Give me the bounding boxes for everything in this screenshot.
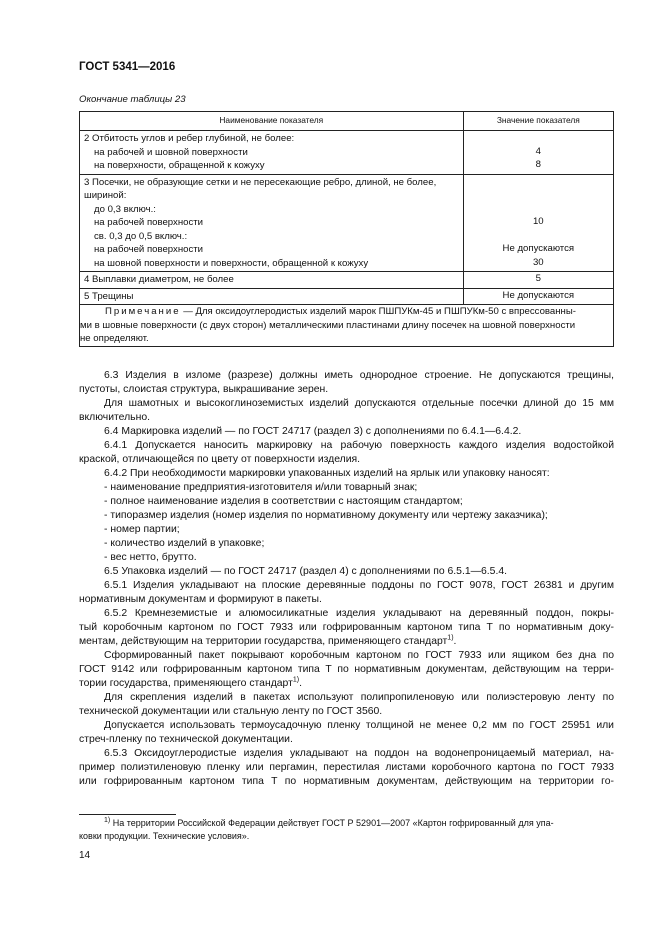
paragraph-line: пустоты, слоистая структура, выкрашивание зерен. (79, 384, 329, 395)
table-header-row (80, 112, 614, 131)
value-text: Не допускаются (502, 243, 575, 254)
indicator-cell (80, 174, 464, 272)
footnote-text: ковки продукции. Технические условия». (79, 831, 250, 841)
paragraph-line: 6.4.2 При необходимости маркировки упакованных изделий на ярлык или упаковку наносят: (104, 468, 550, 479)
table-row (80, 174, 614, 272)
list-item: - типоразмер изделия (номер изделия по нормативному документу или чертежу заказчика); (104, 510, 548, 521)
value-text: 4 (535, 145, 541, 157)
indicator-text: 2 Отбитость углов и ребер глубиной, не более: (84, 133, 295, 144)
indicator-text: на рабочей поверхности (94, 244, 204, 255)
indicator-text: 3 Посечки, не образующие сетки и не пересекающие ребро, длиной, не более, (84, 176, 437, 188)
paragraph-line: Сформированный пакет покрывают коробочным картоном по ГОСТ 7933 или ящиком без дна по (104, 650, 614, 661)
indicator-text: на шовной поверхности и поверхности, обращенной к кожуху (94, 257, 369, 269)
table-23 (79, 111, 614, 347)
value-text: 8 (535, 159, 541, 170)
indicator-cell (80, 131, 464, 175)
footnote (79, 817, 614, 843)
column-header-value: Значение показателя (463, 112, 613, 131)
paragraph-line: технической документации или стальную ленту по ГОСТ 3560. (79, 706, 383, 717)
note-text: ми в шовные поверхности (с двух сторон) металлическими пластинами длину посечек на шовной поверхности (80, 319, 576, 331)
list-item: - вес нетто, брутто. (104, 552, 197, 563)
paragraph-line: Для скрепления изделий в пакетах используют полипропиленовую или полиэстеровую ленту по (104, 692, 614, 703)
paragraph-line: тый коробочным картоном по ГОСТ 7933 или гофрированным картоном типа Т по нормативным доку- (79, 622, 614, 633)
note-text: не определяют. (80, 333, 149, 344)
paragraph-line: 6.3 Изделия в изломе (разрезе) должны иметь однородное строение. Не допускаются трещины, (104, 370, 614, 381)
footnote-ref: 1) (447, 634, 454, 642)
indicator-text: на рабочей и шовной поверхности (94, 146, 248, 158)
indicator-text: 5 Трещины (84, 290, 134, 302)
paragraph-line: 6.4.1 Допускается наносить маркировку на рабочую поверхность каждого изделия водостойкой (104, 440, 614, 451)
value-text: Не допускаются (502, 289, 575, 301)
list-item: - наименование предприятия-изготовителя и/или товарный знак; (104, 482, 418, 493)
indicator-text: св. 0,3 до 0,5 включ.: (94, 230, 188, 242)
paragraph-text: тории государства, применяющего стандарт (79, 678, 293, 689)
list-item: - полное наименование изделия в соответствии с настоящим стандартом; (104, 496, 463, 507)
table-row (80, 288, 614, 305)
paragraph-text: ментам, действующим на территории государства, применяющего стандарт (79, 636, 448, 647)
paragraph-line: ментам, действующим на территории государства, применяющего стандарт$^{1)}$. (79, 634, 457, 647)
page-number: 14 (79, 850, 91, 861)
paragraph-line: пример полиэтиленовую пленку или пергамин, перестилая листами коробочного картона по ГОСТ 7933 (79, 762, 614, 773)
paragraph-line: 6.5.2 Кремнеземистые и алюмосиликатные изделия укладывают на деревянный поддон, покры- (104, 608, 614, 619)
table-row (80, 131, 614, 175)
indicator-text: шириной: (84, 190, 127, 201)
column-header-name: Наименование показателя (80, 112, 464, 131)
footnote-divider (79, 814, 176, 815)
table-caption: Окончание таблицы 23 (79, 94, 186, 105)
value-text: 5 (535, 273, 541, 284)
note-text: — Для оксидоуглеродистых изделий марок ПШПУКм-45 и ПШПУКм-50 с впрессованны- (180, 306, 576, 317)
paragraph-line: тории государства, применяющего стандарт$^{1)}$. (79, 676, 302, 689)
value-cell (463, 174, 613, 272)
paragraph-line: краской, отличающейся по цвету от поверхности изделия. (79, 454, 361, 465)
list-item: - номер партии; (104, 524, 180, 535)
paragraph-line: Допускается использовать термоусадочную пленку толщиной не менее 0,2 мм по ГОСТ 25951 или (104, 720, 614, 731)
value-cell (463, 131, 613, 175)
document-header: ГОСТ 5341—2016 (79, 61, 176, 73)
table-note (80, 305, 614, 347)
paragraph-line: 6.5.1 Изделия укладывают на плоские деревянные поддоны по ГОСТ 9078, ГОСТ 26381 и другим (104, 580, 614, 591)
paragraph-line: включительно. (79, 412, 150, 423)
indicator-text: на рабочей поверхности (94, 217, 204, 228)
footnote-mark: 1) (104, 817, 111, 824)
footnote-text: На территории Российской Федерации действует ГОСТ Р 52901—2007 «Картон гофрированный для упа- (110, 818, 554, 828)
body-text (79, 369, 614, 789)
paragraph-line: или гофрированным картоном типа Т по нормативным документам, действующим на территории го- (79, 776, 614, 787)
indicator-text: 4 Выплавки диаметром, не более (84, 274, 234, 285)
indicator-cell (80, 272, 464, 289)
table-row (80, 272, 614, 289)
paragraph-line: 6.5 Упаковка изделий — по ГОСТ 24717 (раздел 4) с дополнениями по 6.5.1—6.5.4. (104, 566, 508, 577)
paragraph-line: 6.5.3 Оксидоуглеродистые изделия укладывают на поддон на водонепроницаемый материал, на- (104, 748, 614, 759)
note-label: Примечание (105, 306, 181, 317)
value-text: 10 (532, 216, 544, 227)
footnote-ref: 1) (292, 676, 300, 684)
list-item: - количество изделий в упаковке; (104, 538, 265, 549)
paragraph-line: 6.4 Маркировка изделий — по ГОСТ 24717 (раздел 3) с дополнениями по 6.4.1—6.4.2. (104, 426, 522, 437)
value-cell (463, 272, 613, 289)
value-cell (463, 288, 613, 305)
paragraph-line: стреч-пленку по технической документации. (79, 734, 293, 745)
paragraph-line: ГОСТ 9142 или гофрированным картоном типа Т по нормативным документам, действующим на терри- (79, 664, 614, 675)
table-note-row (80, 305, 614, 347)
paragraph-line: Для шамотных и высокоглиноземистых изделий допускаются отдельные посечки длиной до 15 мм (104, 398, 614, 409)
indicator-text: на поверхности, обращенной к кожуху (94, 160, 265, 171)
indicator-cell (80, 288, 464, 305)
indicator-text: до 0,3 включ.: (94, 203, 156, 215)
paragraph-line: нормативным документам и формируют в пакеты. (79, 594, 322, 605)
value-text: 30 (532, 256, 544, 268)
